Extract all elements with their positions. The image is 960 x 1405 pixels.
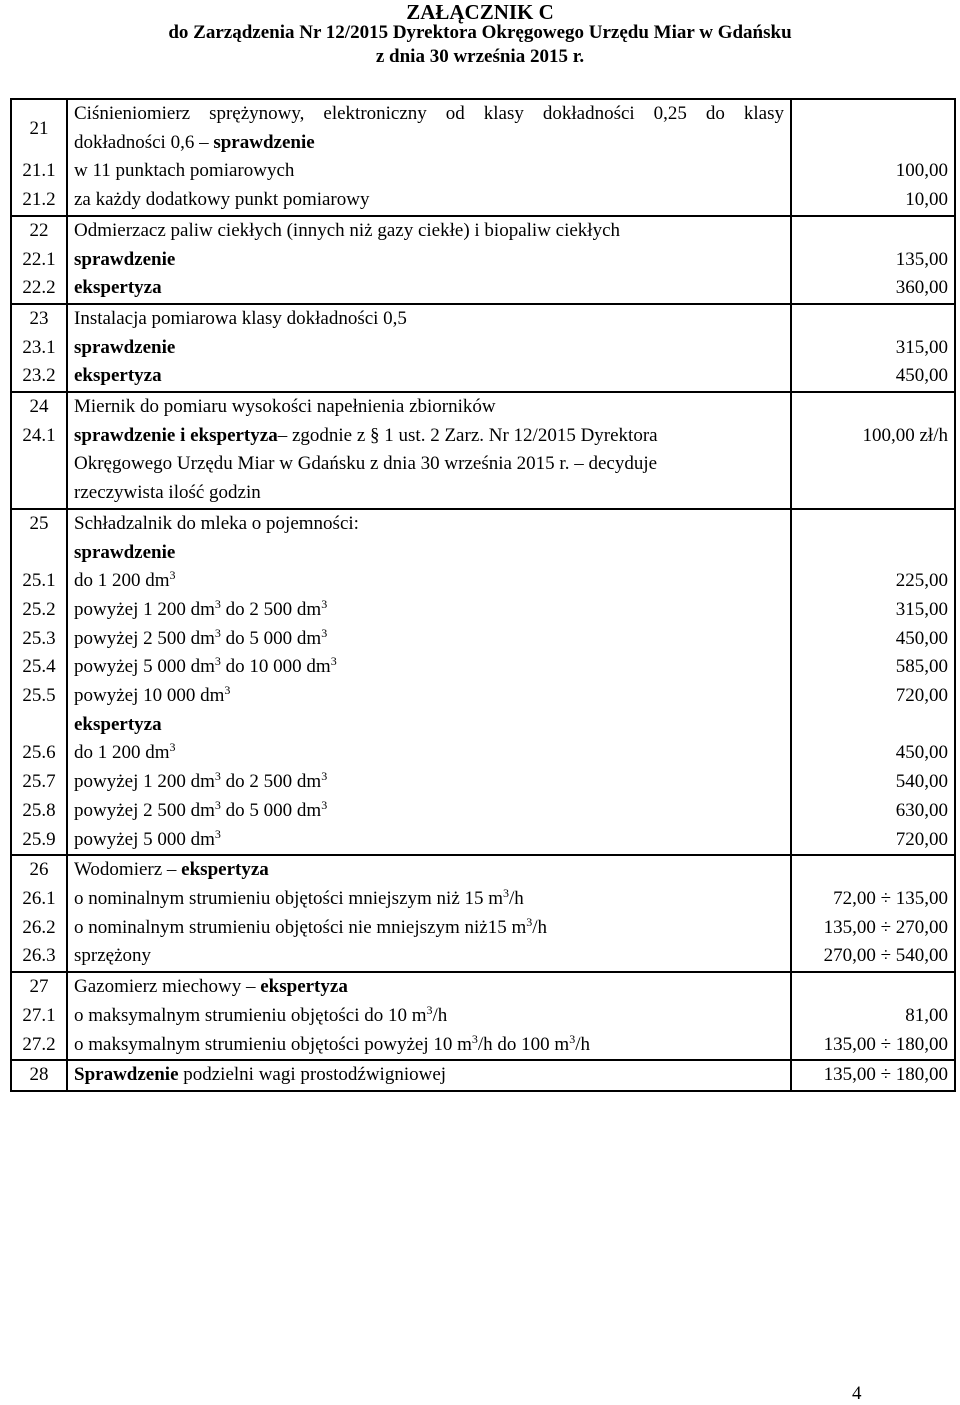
item-price: 450,00: [895, 365, 948, 387]
item-title: Miernik do pomiaru wysokości napełnienia zbiorników: [74, 396, 496, 418]
item-title-cont: dokładności 0,6 – sprawdzenie: [74, 131, 315, 153]
item-price: 315,00: [895, 336, 948, 358]
item-price: 100,00: [895, 160, 948, 182]
annex-subtitle: do Zarządzenia Nr 12/2015 Dyrektora Okręgowego Urzędu Miar w Gdańsku: [168, 22, 792, 43]
item-price: 720,00: [895, 828, 948, 850]
item-price: 540,00: [895, 771, 948, 793]
table-row: [11, 972, 955, 1060]
item-title: Odmierzacz paliw ciekłych (innych niż gazy ciekłe) i biopaliw ciekłych: [74, 219, 621, 241]
item-desc: ekspertyza: [74, 277, 162, 299]
item-desc: o maksymalnym strumieniu objętości powyżej 10 $m^3/h$ do 100 $m^3/h$: [74, 1031, 590, 1055]
table-row: [11, 304, 955, 392]
item-title: Instalacja pomiarowa klasy dokładności 0,5: [74, 307, 407, 329]
item-desc: powyżej 5 000 $dm^3$ do 10 000 $dm^3$: [74, 654, 337, 678]
section-21: [11, 99, 955, 216]
annex-date: z dnia 30 września 2015 r.: [375, 46, 585, 67]
item-number: 27.2: [22, 1033, 56, 1055]
item-desc: o nominalnym strumieniu objętości nie mniejszym niż15 $m^3/h$: [74, 914, 548, 938]
item-desc: ekspertyza: [74, 365, 162, 387]
item-number: 22.2: [22, 277, 56, 299]
item-number: 26: [29, 859, 49, 881]
item-desc: sprawdzenie: [74, 336, 176, 358]
section-24: [11, 392, 955, 509]
item-price: 315,00: [895, 598, 948, 620]
item-price: 135,00 ÷ 180,00: [823, 1064, 948, 1086]
item-number: 25.9: [22, 828, 56, 850]
item-price: 720,00: [895, 685, 948, 707]
item-price: 585,00: [895, 656, 948, 678]
section-28: [11, 1060, 955, 1091]
item-number: 23.1: [22, 336, 56, 358]
item-price: 630,00: [895, 799, 948, 821]
table-row: [11, 392, 955, 509]
item-title: Ciśnieniomierz sprężynowy, elektroniczny od klasy dokładności 0,25 do klasy: [74, 103, 784, 124]
item-desc: powyżej 2 500 $dm^3$ do 5 000 $dm^3$: [74, 625, 328, 649]
item-desc: sprawdzenie: [74, 248, 176, 270]
item-title: Wodomierz – ekspertyza: [74, 859, 269, 881]
section-23: [11, 304, 955, 392]
item-title: Schładzalnik do mleka o pojemności:: [74, 512, 359, 534]
item-desc: do 1 200 $dm^3$: [74, 568, 176, 592]
item-price: 135,00: [895, 248, 948, 270]
item-desc: powyżej 1 200 $dm^3$ do 2 500 $dm^3$: [74, 596, 328, 620]
item-price: 270,00 ÷ 540,00: [823, 945, 948, 967]
item-desc: o maksymalnym strumieniu objętości do 10 $m^3/h$: [74, 1002, 448, 1026]
item-number: 25.4: [22, 656, 56, 678]
table-row: [11, 855, 955, 972]
table-row: [11, 216, 955, 304]
annex-title: ZAŁĄCZNIK C: [406, 0, 554, 24]
item-number: 26.3: [22, 945, 56, 967]
section-22: [11, 216, 955, 304]
item-number: 25.8: [22, 799, 56, 821]
item-price: 450,00: [895, 742, 948, 764]
item-desc: do 1 200 $dm^3$: [74, 740, 176, 764]
item-desc: sprzężony: [74, 945, 152, 967]
item-number: 21: [29, 118, 49, 139]
item-number: 25.5: [22, 685, 56, 707]
item-desc: o nominalnym strumieniu objętości mniejszym niż 15 $m^3/h$: [74, 885, 524, 909]
item-price: 450,00: [895, 627, 948, 649]
item-number: 22: [29, 219, 49, 241]
item-number: 21.2: [22, 189, 56, 211]
section-27: [11, 972, 955, 1060]
item-number: 22.1: [22, 248, 56, 270]
item-number: 25.7: [22, 771, 56, 793]
item-title: Gazomierz miechowy – ekspertyza: [74, 976, 348, 998]
item-number: 26.2: [22, 916, 56, 938]
item-number: 28: [29, 1064, 49, 1086]
table-row: [11, 509, 955, 855]
section-26: [11, 855, 955, 972]
item-title: Sprawdzenie podzielni wagi prostodźwigniowej: [74, 1064, 447, 1086]
item-price: 10,00: [905, 189, 948, 211]
item-number: 24: [29, 396, 49, 418]
item-number: 24.1: [22, 424, 56, 446]
fee-table: [10, 98, 956, 1092]
item-number: 25.2: [22, 598, 56, 620]
item-desc: rzeczywista ilość godzin: [74, 482, 261, 504]
item-desc: powyżej 5 000 $dm^3$: [74, 826, 221, 850]
item-desc: powyżej 10 000 $dm^3$: [74, 683, 231, 707]
item-number: 21.1: [22, 160, 56, 182]
item-desc: za każdy dodatkowy punkt pomiarowy: [74, 189, 370, 211]
item-number: 23.2: [22, 365, 56, 387]
table-row: [11, 1060, 955, 1091]
table-row: [11, 99, 955, 216]
item-desc: w 11 punktach pomiarowych: [74, 160, 295, 182]
item-number: 25.6: [22, 742, 56, 764]
item-price: 100,00 zł/h: [862, 424, 948, 446]
item-number: 25.3: [22, 627, 56, 649]
section-25: [11, 509, 955, 855]
item-number: 27: [29, 976, 49, 998]
item-price: 225,00: [895, 570, 948, 592]
item-desc: Okręgowego Urzędu Miar w Gdańsku z dnia 30 września 2015 r. – decyduje: [74, 453, 658, 475]
item-price: 72,00 ÷ 135,00: [833, 887, 948, 909]
item-number: 25.1: [22, 570, 56, 592]
subsection-label: ekspertyza: [74, 713, 162, 735]
item-number: 26.1: [22, 887, 56, 909]
subsection-label: sprawdzenie: [74, 541, 176, 563]
page-number: 4: [852, 1383, 862, 1404]
item-price: 135,00 ÷ 180,00: [823, 1033, 948, 1055]
item-price: 81,00: [905, 1004, 948, 1026]
item-price: 360,00: [895, 277, 948, 299]
item-desc: powyżej 1 200 $dm^3$ do 2 500 $dm^3$: [74, 769, 328, 793]
item-number: 23: [29, 307, 49, 329]
item-price: 135,00 ÷ 270,00: [823, 916, 948, 938]
item-desc: sprawdzenie i ekspertyza– zgodnie z § 1 ust. 2 Zarz. Nr 12/2015 Dyrektora: [74, 424, 658, 446]
item-number: 27.1: [22, 1004, 56, 1026]
item-number: 25: [29, 512, 49, 534]
item-desc: powyżej 2 500 $dm^3$ do 5 000 $dm^3$: [74, 797, 328, 821]
